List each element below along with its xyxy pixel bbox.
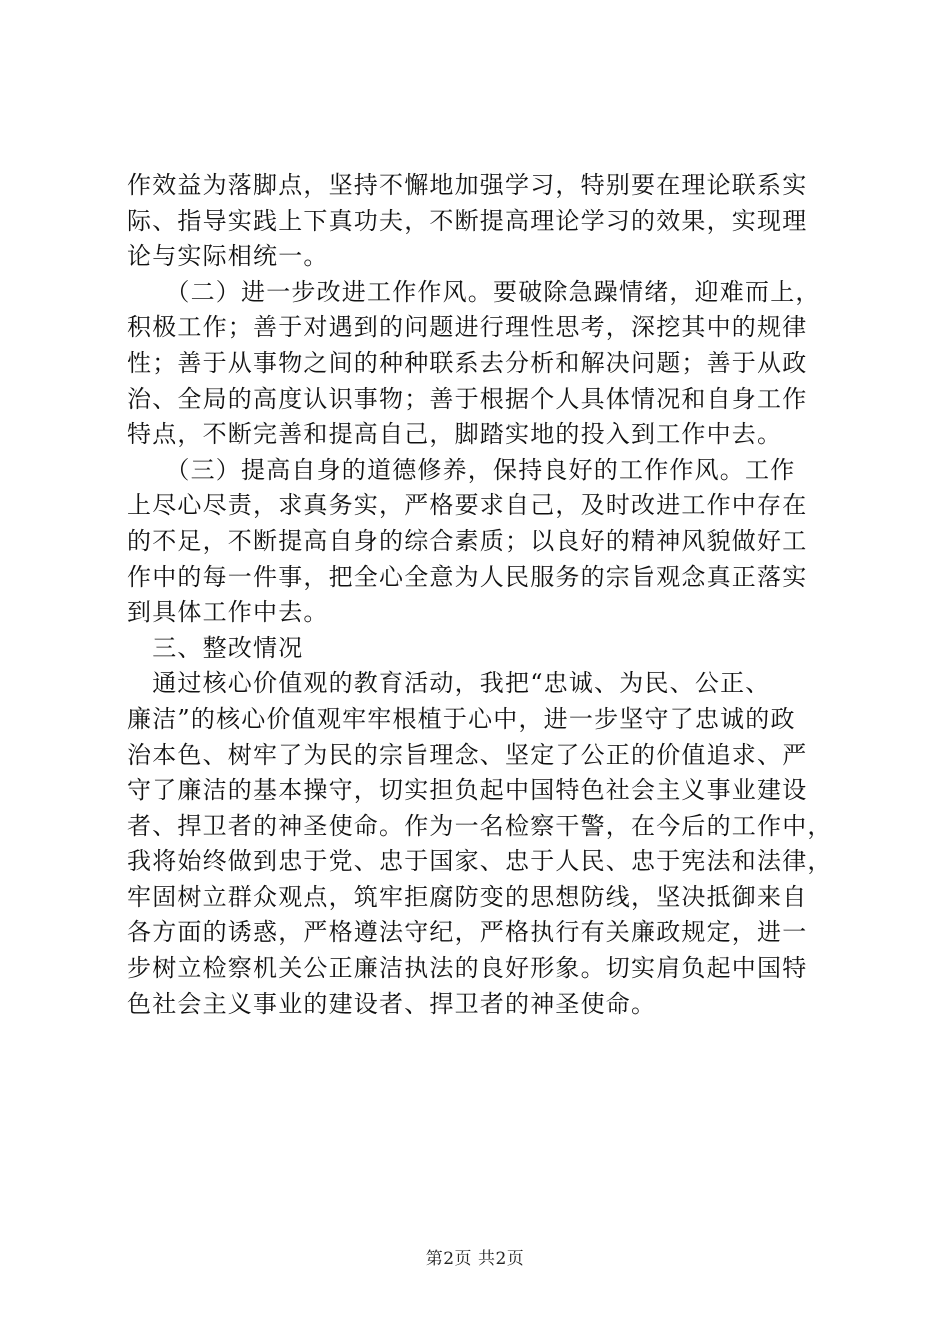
text-line: 治、全局的高度认识事物；善于根据个人具体情况和自身工作 <box>127 384 808 413</box>
text-line: （三）提高自身的道德修养，保持良好的工作作风。工作 <box>127 455 796 484</box>
text-line: 上尽心尽责，求真务实，严格要求自己，及时改进工作中存在 <box>127 491 808 520</box>
text-line: 者、捍卫者的神圣使命。作为一名检察干警，在今后的工作中， <box>127 811 833 840</box>
text-line: 廉洁”的核心价值观牢牢根植于心中，进一步坚守了忠诚的政 <box>127 704 796 733</box>
text-line: 论与实际相统一。 <box>127 242 329 271</box>
text-line: 色社会主义事业的建设者、捍卫者的神圣使命。 <box>127 989 657 1018</box>
text-line: 的不足，不断提高自身的综合素质；以良好的精神风貌做好工 <box>127 526 808 555</box>
text-line: 各方面的诱惑，严格遵法守纪，严格执行有关廉政规定，进一 <box>127 918 808 947</box>
text-line: 积极工作；善于对遇到的问题进行理性思考，深挖其中的规律 <box>127 313 808 342</box>
page-footer: 第2页 共2页 <box>425 1249 525 1269</box>
text-line: 作中的每一件事，把全心全意为人民服务的宗旨观念真正落实 <box>127 562 808 591</box>
text-line: 守了廉洁的基本操守，切实担负起中国特色社会主义事业建设 <box>127 776 808 805</box>
text-line: 到具体工作中去。 <box>127 598 329 627</box>
text-line: 作效益为落脚点，坚持不懈地加强学习，特别要在理论联系实 <box>127 171 808 199</box>
text-line: 通过核心价值观的教育活动，我把“忠诚、为民、公正、 <box>127 669 771 698</box>
text-line: 步树立检察机关公正廉洁执法的良好形象。切实肩负起中国特 <box>127 954 808 983</box>
text-line: 特点，不断完善和提高自己，脚踏实地的投入到工作中去。 <box>127 420 783 449</box>
text-line: 我将始终做到忠于党、忠于国家、忠于人民、忠于宪法和法律， <box>127 847 833 876</box>
text-line: （二）进一步改进工作作风。要破除急躁情绪，迎难而上， <box>127 277 821 306</box>
text-line: 治本色、树牢了为民的宗旨理念、坚定了公正的价值追求、严 <box>127 740 808 769</box>
section-heading: 三、整改情况 <box>127 633 304 662</box>
text-line: 际、指导实践上下真功夫，不断提高理论学习的效果，实现理 <box>127 206 808 235</box>
text-line: 性；善于从事物之间的种种联系去分析和解决问题；善于从政 <box>127 348 808 377</box>
document-body <box>127 168 833 1022</box>
text-line: 牢固树立群众观点，筑牢拒腐防变的思想防线，坚决抵御来自 <box>127 882 808 911</box>
